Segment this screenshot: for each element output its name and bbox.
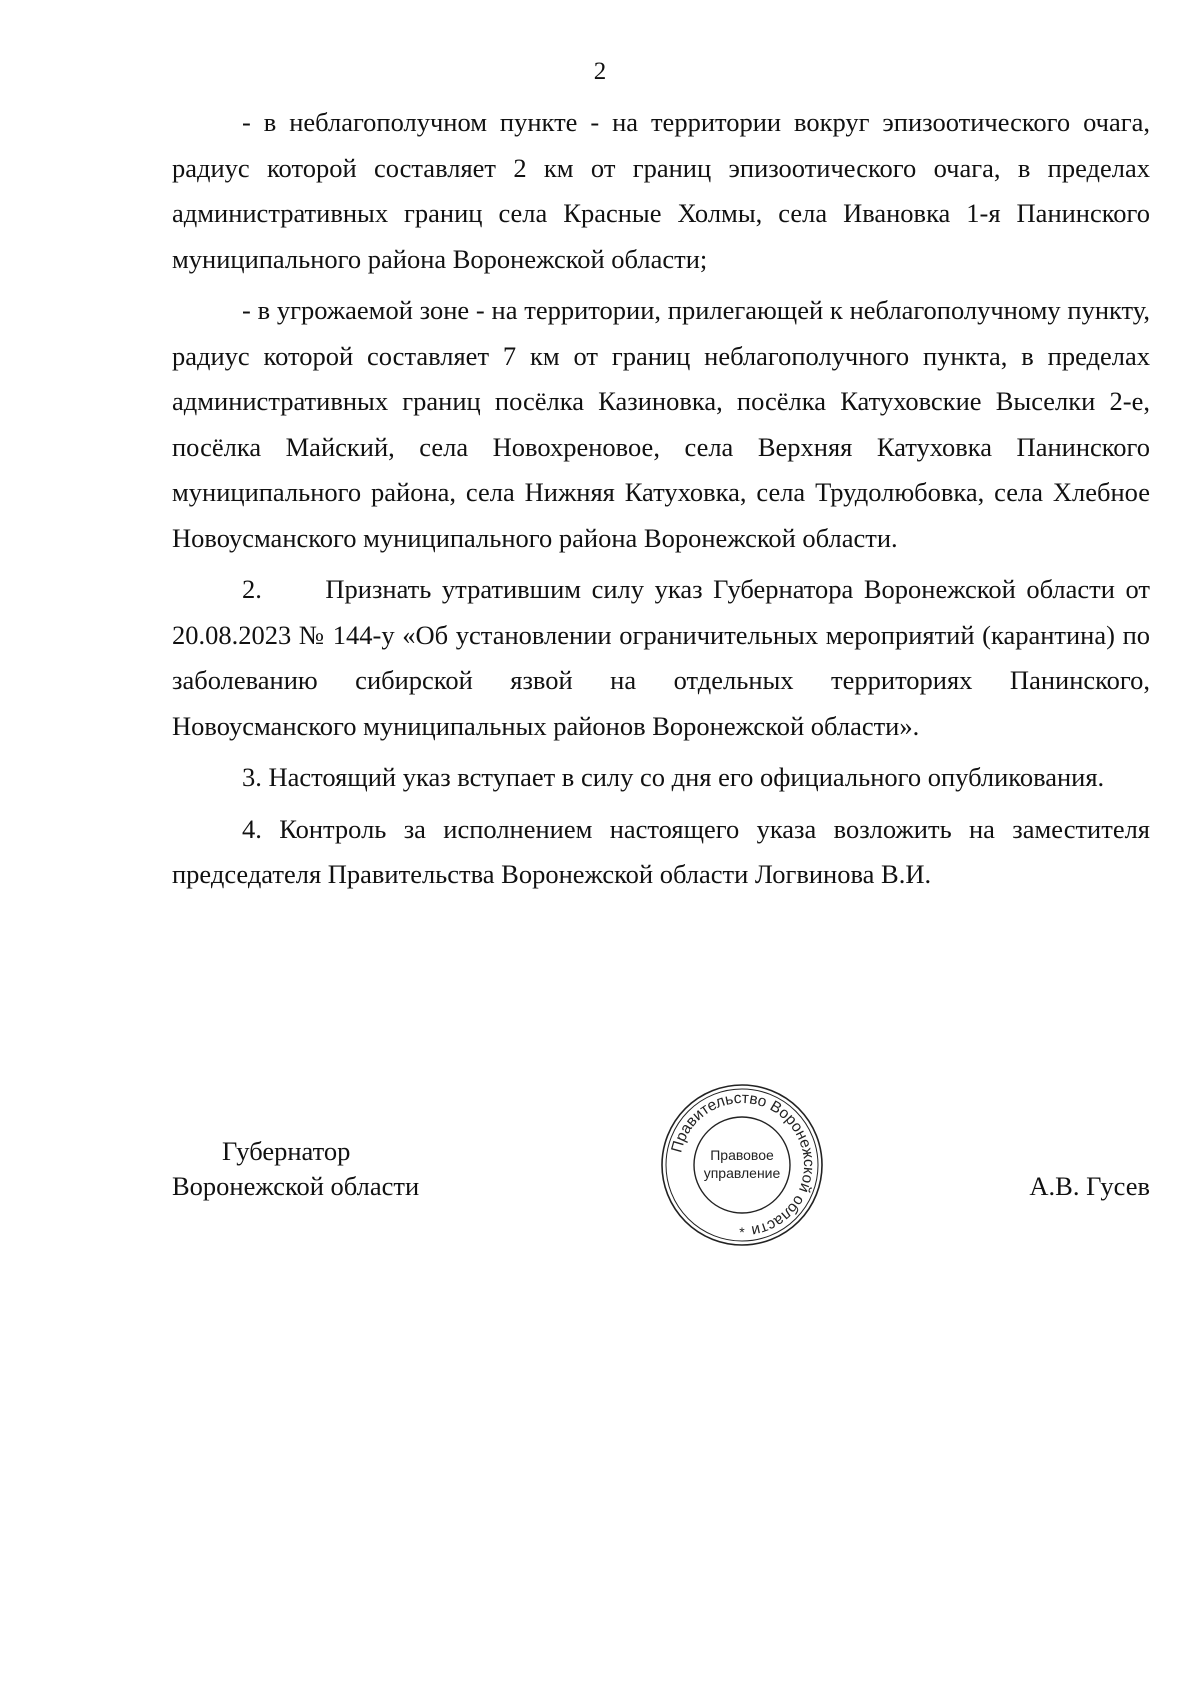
signatory-name: А.В. Гусев [1029, 1171, 1150, 1201]
paragraph-item-2-revocation: 2. Признать утратившим силу указ Губернатора Воронежской области от 20.08.2023 № 144-у «Об установлении ограничительных мероприятий (карантина) по заболеванию сибирской язвой на отдельных территориях Панинского, Новоусманского муниципальных районов Воронежской области». [172, 574, 1157, 741]
signatory-title [172, 1134, 419, 1204]
seal-star: * [739, 1224, 745, 1240]
seal-center-line2: управление [703, 1165, 781, 1181]
seal-ring-text: Правительство Воронежской области [668, 1089, 818, 1240]
paragraph-item-4-control: 4. Контроль за исполнением настоящего указа возложить на заместителя председателя Правительства Воронежской области Логвинова В.И. [172, 813, 1150, 889]
signatory-title-line1: Губернатор [222, 1136, 351, 1166]
document-body [172, 100, 1157, 904]
paragraph-item-3-effective: 3. Настоящий указ вступает в силу со дня его официального опубликования. [242, 762, 1105, 792]
seal-center-line1: Правовое [710, 1147, 774, 1163]
paragraph-threatened-zone: - в угрожаемой зоне - на территории, прилегающей к неблагополучному пункту, радиус которой составляет 7 км от границ неблагополучного пункта, в пределах административных границ посёлка Казиновка, посёлка Катуховские Выселки 2-е, посёлка Майский, села Новохреновое, села Верхняя Катуховка Панинского муниципального района, села Нижняя Катуховка, села Трудолюбовка, села Хлебное Новоусманского муниципального района Воронежской области. [172, 295, 1150, 553]
signatory-title-line2: Воронежской области [172, 1171, 420, 1201]
paragraph-unfavorable-point: - в неблагополучном пункте - на территории вокруг эпизоотического очага, радиус которой составляет 2 км от границ эпизоотического очага, в пределах административных границ села Красные Холмы, села Ивановка 1-я Панинского муниципального района Воронежской области; [172, 107, 1150, 274]
page-number: 2 [593, 58, 607, 85]
official-seal [657, 1080, 827, 1250]
signature-block [172, 1089, 1150, 1308]
